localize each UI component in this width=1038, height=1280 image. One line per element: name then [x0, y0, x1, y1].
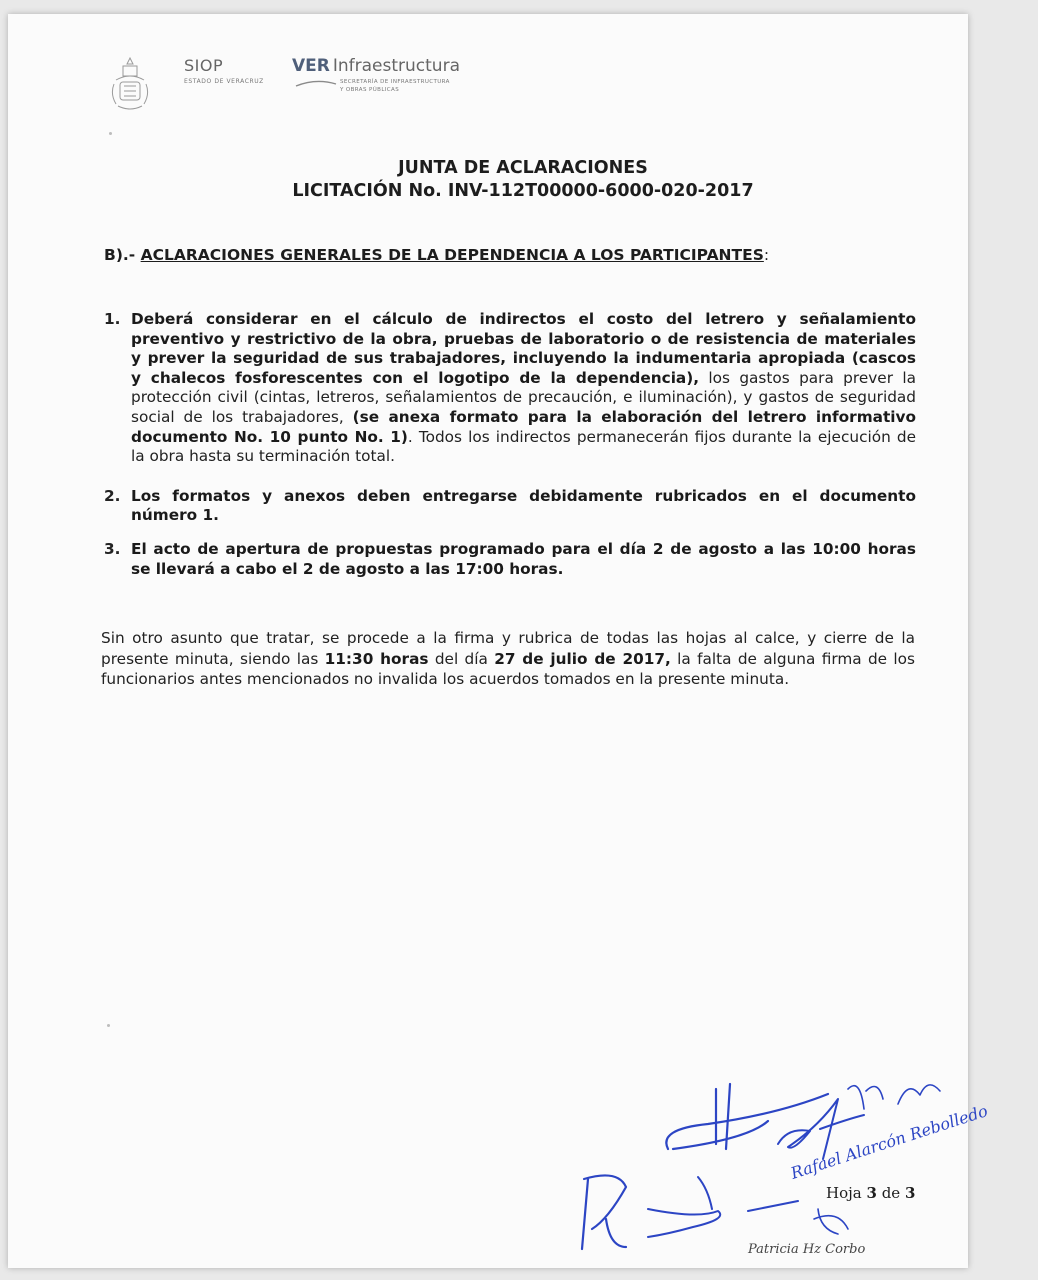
item-text: los gastos para prever la protección civil (cintas, letreros, señalamientos de precaución, e iluminación), y gastos de seguridad social de los trabajadores,: [131, 368, 916, 426]
list-item: [104, 487, 916, 526]
item-bold-text: Deberá considerar en el cálculo de indirectos el costo del letrero y señalamiento preventivo y restrictivo de la obra, pruebas de laboratorio o de resistencia de materiales y prever la seguridad de sus trabajadores, incluyendo la indumentaria apropiada (cascos y chalecos fosforescentes con el logotipo de la dependencia),: [131, 310, 916, 387]
signature-name-patricia: Patricia Hz Corbo: [748, 1242, 866, 1257]
list-item: [104, 310, 916, 467]
clarifications-list: [104, 310, 916, 579]
closing-text: del día: [428, 649, 495, 668]
ver-swoosh-icon: [294, 78, 338, 88]
state-seal-icon: [108, 54, 152, 114]
item-number: 3.: [104, 539, 121, 558]
section-heading: [104, 246, 769, 264]
item-bold-text: El acto de apertura de propuestas programado para el día 2 de agosto a las 10:00 horas se llevará a cabo el 2 de agosto a las 17:00 horas.: [131, 539, 916, 578]
item-number: 2.: [104, 486, 121, 505]
margin-mark: [107, 1024, 110, 1027]
closing-date: 27 de julio de 2017,: [494, 649, 671, 668]
page-of: de: [876, 1184, 905, 1202]
ver-subtitle: [340, 78, 450, 94]
page-current: 3: [866, 1184, 877, 1202]
item-number: 1.: [104, 310, 121, 328]
document-title: JUNTA DE ACLARACIONES: [398, 158, 648, 178]
section-colon: :: [763, 246, 770, 264]
closing-paragraph: [101, 628, 915, 690]
ver-subtitle-line1: SECRETARÍA DE INFRAESTRUCTURA: [340, 79, 450, 85]
siop-subtitle: ESTADO DE VERACRUZ: [184, 78, 264, 85]
signature-scribbles: [582, 1084, 940, 1249]
page-total: 3: [904, 1184, 916, 1202]
ver-brand: VER: [292, 56, 330, 76]
letterhead: [108, 54, 508, 116]
signatures: [548, 1069, 991, 1269]
section-prefix: B).-: [104, 246, 141, 264]
ver-infraestructura-logo: [292, 56, 460, 76]
section-title: ACLARACIONES GENERALES DE LA DEPENDENCIA A LOS PARTICIPANTES: [140, 246, 764, 264]
document-page: [8, 14, 991, 1268]
page-counter: [826, 1184, 915, 1202]
closing-text: Sin otro asunto que tratar, se procede a la firma y rubrica de todas las hojas al calce, y cierre de la presente minuta, siendo las: [101, 629, 915, 668]
signature-name-rafael: Rafael Alarcón Rebolledo: [788, 1101, 991, 1183]
ver-subtitle-line2: Y OBRAS PÚBLICAS: [340, 87, 400, 93]
page-label: Hoja: [826, 1184, 867, 1202]
ver-word: Infraestructura: [332, 56, 460, 76]
item-text: . Todos los indirectos permanecerán fijos durante la ejecución de la obra hasta su terminación total.: [131, 427, 916, 466]
siop-logo-text: SIOP: [184, 56, 224, 75]
item-bold-text: (se anexa formato para la elaboración del letrero informativo documento No. 10 punto No. 1): [131, 407, 916, 446]
licitacion-number: LICITACIÓN No. INV-112T00000-6000-020-2017: [292, 181, 754, 201]
margin-mark: [109, 132, 112, 135]
item-bold-text: Los formatos y anexos deben entregarse debidamente rubricados en el documento número 1.: [131, 486, 916, 525]
list-item: [104, 540, 916, 579]
closing-time: 11:30 horas: [324, 649, 429, 668]
closing-text: la falta de alguna firma de los funcionarios antes mencionados no invalida los acuerdos tomados en la presente minuta.: [101, 649, 915, 688]
